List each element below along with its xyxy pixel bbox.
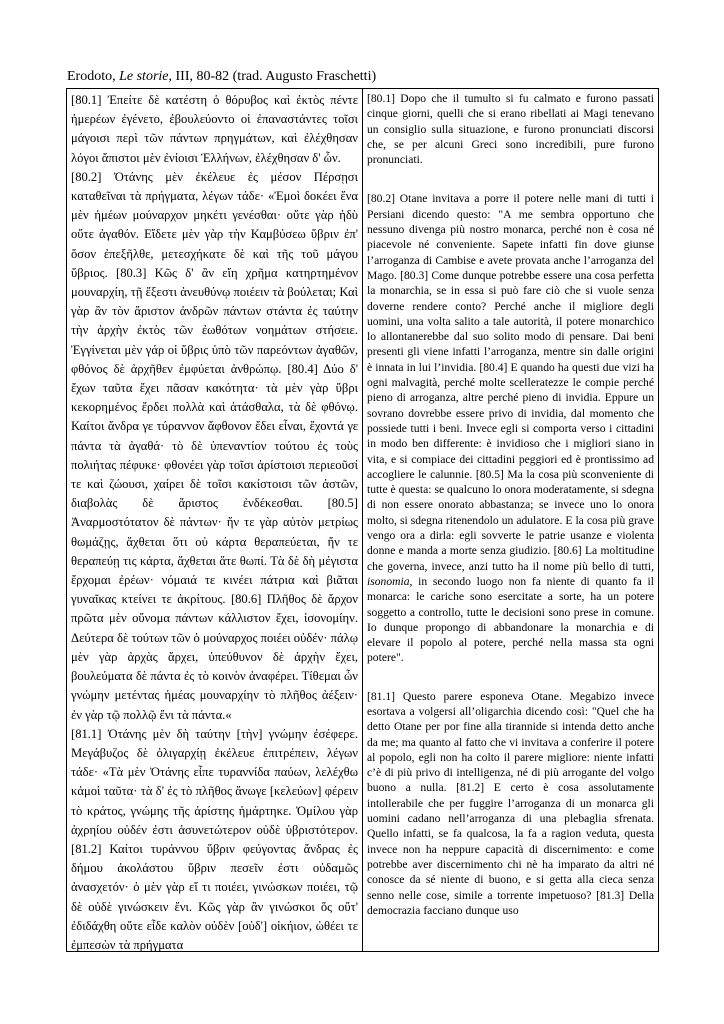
italian-translation-column bbox=[363, 89, 658, 951]
italian-paragraph-80-2 bbox=[367, 191, 654, 665]
italian-paragraph-80-2-text-b: , in secondo luogo non fa niente di quanto fa il monarca: le cariche sono esercitate a sorte, ha un potere soggetto a controllo, tutte le decisioni sono prese in comune. Io dunque propongo di abbandonare la monarchia e di elevare il popolo al potere, perché nella massa sta ogni potere". bbox=[367, 574, 654, 665]
heading-author: Erodoto, bbox=[67, 69, 120, 84]
greek-paragraph-81-1: [81.1] Ὀτάνης μὲν δὴ ταύτην [τὴν] γνώμην ἐσέφερε. Μεγάβυζος δὲ ὀλιγαρχίῃ ἐκέλευε ἐπιτρέπειν, λέγων τάδε· «Τὰ μὲν Ὀτάνης εἶπε τυραννίδα παύων, λελέχθω κἀμοὶ ταῦτα· τὰ δ' ἐς τὸ πλῆθος ἄνωγε [κελεύων] φέρειν τὸ κράτος, γνώμης τῆς ἀρίστης ἡμάρτηκε. Ὁμίλου γὰρ ἀχρηίου οὐδέν ἐστι ἀσυνετώτερον οὐδὲ ὑβριστότερον. [81.2] Καίτοι τυράννου ὕβριν φεύγοντας ἄνδρας ἐς δήμου ἀκολάστου ὕβριν πεσεῖν ἐστι οὐδαμῶς ἀνασχετόν· ὁ μὲν γὰρ εἴ τι ποιέει, γινώσκων ποιέει, τῷ δὲ οὐδὲ γινώσκειν ἔνι. Κῶς γὰρ ἂν γινώσκοι ὅς οὔτ' ἐδιδάχθη οὔτε εἶδε καλὸν οὐδὲν [οὐδ'] οἰκήιον, ὠθέει τε ἐμπεσὼν τὰ πρήγματα bbox=[71, 726, 358, 951]
heading-work-title: Le storie bbox=[119, 69, 169, 84]
heading-reference: , III, 80-82 (trad. Augusto Fraschetti) bbox=[168, 69, 377, 84]
greek-paragraph-80-1: [80.1] Ἐπείτε δὲ κατέστη ὁ θόρυβος καὶ ἐκτὸς πέντε ἡμερέων ἐγένετο, ἐβουλεύοντο οἱ ἐπαναστάντες τοῖσι μάγοισι περὶ τῶν πάντων πρηγμάτων, καὶ ἐλέχθησαν λόγοι ἄπιστοι μὲν ἐνίοισι Ἑλλήνων, ἐλέχθησαν δ' ὦν. bbox=[71, 93, 358, 165]
greek-paragraph-80-2: [80.2] Ὀτάνης μὲν ἐκέλευε ἐς μέσον Πέρσῃσι καταθεῖναι τὰ πρήγματα, λέγων τάδε· «Ἐμοὶ δοκέει ἕνα μὲν ἡμέων μούναρχον μηκέτι γενέσθαι· οὔτε γὰρ ἡδὺ οὔτε ἀγαθόν. Εἴδετε μὲν γὰρ τὴν Καμβύσεω ὕβριν ἐπ' ὅσον ἐπεξῆλθε, μετεσχήκατε δὲ καὶ τῆς τοῦ μάγου ὕβριος. [80.3] Κῶς δ' ἂν εἴη χρῆμα κατηρτημένον μουναρχίη, τῇ ἔξεστι ἀνευθύνῳ ποιέειν τὰ βούλεται; Καὶ γὰρ ἂν τὸν ἄριστον ἀνδρῶν πάντων στάντα ἐς ταύτην τὴν ἀρχὴν ἐκτὸς τῶν ἐωθότων νοημάτων στήσειε. Ἐγγίνεται μὲν γάρ οἱ ὕβρις ὑπὸ τῶν παρεόντων ἀγαθῶν, φθόνος δὲ ἀρχῆθεν ἐμφύεται ἀνθρώπῳ. [80.4] Δύο δ' ἔχων ταῦτα ἔχει πᾶσαν κακότητα· τὰ μὲν γὰρ ὕβρι κεκορημένος ἔρδει πολλὰ καὶ ἀτάσθαλα, τὰ δὲ φθόνῳ. Καίτοι ἄνδρα γε τύραννον ἄφθονον ἔδει εἶναι, ἔχοντά γε πάντα τὰ ἀγαθά· τὸ δὲ ὑπεναντίον τούτου ἐς τοὺς πολιήτας πέφυκε· φθονέει γὰρ τοῖσι ἀρίστοισι περιεοῦσί τε καὶ ζώουσι, χαίρει δὲ τοῖσι κακίστοισι τῶν ἀστῶν, διαβολὰς δὲ ἄριστος ἐνδέκεσθαι. [80.5] Ἀναρμοστότατον δὲ πάντων· ἤν τε γὰρ αὐτὸν μετρίως θωμάζῃς, ἄχθεται ὅτι οὐ κάρτα θεραπεύεται, ἤν τε θεραπεύῃ τις κάρτα, ἄχθεται ἅτε θωπί. Τὰ δὲ δὴ μέγιστα ἔρχομαι ἐρέων· νόμαιά τε κινέει πάτρια καὶ βιᾶται γυναῖκας κτείνει τε ἀκρίτους. [80.6] Πλῆθος δὲ ἄρχον πρῶτα μὲν οὔνομα πάντων κάλλιστον ἔχει, ἰσονομίην. Δεύτερα δὲ τούτων τῶν ὁ μούναρχος ποιέει οὐδέν· πάλῳ μὲν γὰρ ἀρχὰς ἄρχει, ὑπεύθυνον δὲ ἀρχὴν ἔχει, βουλεύματα δὲ πάντα ἐς τὸ κοινὸν ἀναφέρει. Τίθεμαι ὦν γνώμην μετέντας ἡμέας μουναρχίην τὸ πλῆθος ἀέξειν· ἐν γὰρ τῷ πολλῷ ἔνι τὰ πάντα.« bbox=[71, 169, 358, 722]
greek-text-column bbox=[67, 89, 363, 951]
bilingual-text-table bbox=[66, 88, 659, 952]
italian-isonomia-term: isonomia bbox=[367, 574, 410, 588]
document-heading bbox=[67, 68, 376, 86]
italian-paragraph-80-2-text-a: [80.2] Otane invitava a porre il potere nelle mani di tutti i Persiani dicendo questo: "A me sembra opportuno che nessuno divenga più nostro monarca, perché non è cosa né piacevole né conveniente. Sapete infatti fin dove giunse l’arroganza di Cambise e avete provata anche l’arroganza del Mago. [80.3] Come dunque potrebbe essere una cosa perfetta la monarchia, se in essa si può fare ciò che si vuole senza doverne rendere conto? Perché anche il migliore degli uomini, una volta salito a tale autorità, il potere monarchico lo allontanerebbe dal suo solito modo di pensare. Dai beni presenti gli viene infatti l’arroganza, mentre sin dalle origini è innata in lui l’invidia. [80.4] E quando ha questi due vizi ha ogni malvagità, perché molte scelleratezze le compie perché pieno di arroganza, altre perché pieno di invidia. Eppure un sovrano dovrebbe essere privo di invidia, dal momento che possiede tutti i beni. Invece egli si comporta verso i cittadini in modo ben differente: è invidioso che i migliori siano in vita, e si compiace dei cittadini peggiori ed è prontissimo ad accogliere le calunnie. [80.5] Ma la cosa più sconveniente di tutte è questa: se qualcuno lo onora moderatamente, si sdegna di non essere onorato abbastanza; se invece uno lo onora molto, si sdegna ritenendolo un adulatore. E la cosa più grave vengo ora a dirla: egli sovverte le patrie usanze e violenta donne e manda a morte senza giudizio. [80.6] La moltitudine che governa, invece, anzi tutto ha il nome più bello di tutti, bbox=[367, 192, 654, 573]
italian-paragraph-80-1: [80.1] Dopo che il tumulto si fu calmato e furono passati cinque giorni, quelli che si erano ribellati ai Magi tenevano un consiglio sulla situazione, e furono pronunciati discorsi che, se per alcuni Greci sono incredibili, pure furono pronunciati. bbox=[367, 92, 654, 167]
italian-paragraph-81-1: [81.1] Questo parere esponeva Otane. Megabizo invece esortava a volgersi all’oligarchia dicendo così: "Quel che ha detto Otane per por fine alla tirannide si intenda detto anche da me; ma quanto al fatto che vi invitava a conferire il potere al popolo, egli non ha colto il parere migliore: niente infatti c’è di più privo di intelligenza, né di più arrogante del volgo buono a nulla. [81.2] E certo è cosa assolutamente intollerabile che per fuggire l’arroganza di un monarca gli uomini cadano nell’arroganza di una plebaglia sfrenata. Quello infatti, se fa qualcosa, la fa a ragion veduta, questa invece non ha neppure capacità di discernimento: e come potrebbe aver discernimento chi nè ha imparato da altri né conosce da sé niente di buono, e si getta alla cieca senza senno nelle cose, simile a torrente impetuoso? [81.3] Della democrazia facciano dunque uso bbox=[367, 689, 654, 917]
